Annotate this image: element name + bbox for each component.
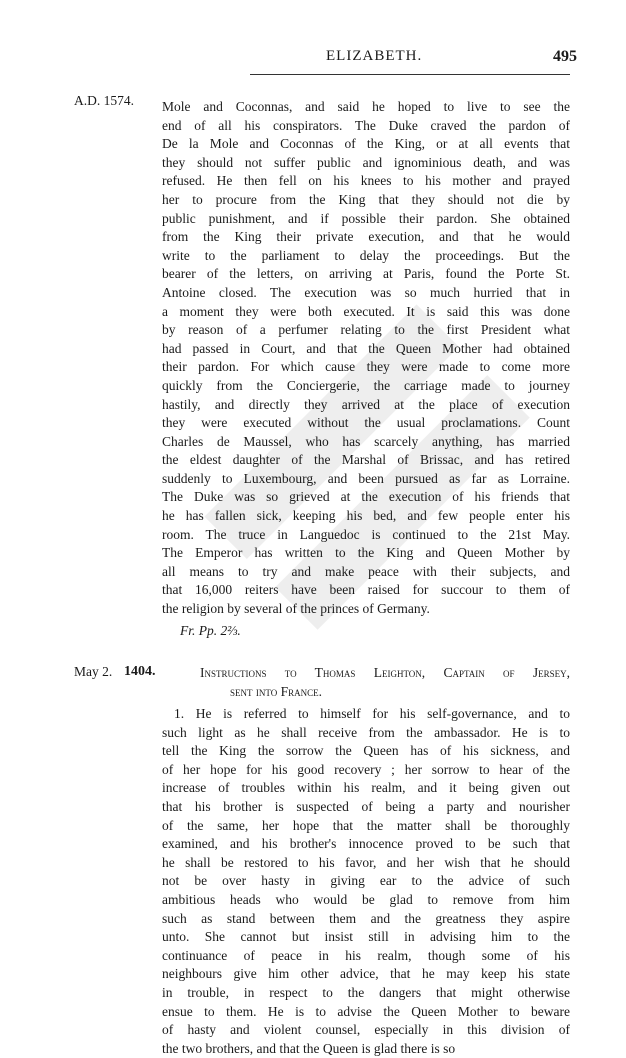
heading-line: sent into France. xyxy=(230,683,322,699)
text-line: De la Mole and Coconnas of the King, or at all events that xyxy=(162,136,570,152)
text-line: that 16,000 reiters have been raised for succour to them of xyxy=(162,582,570,598)
header-rule xyxy=(250,74,570,75)
text-line: quickly from the Conciergerie, the carriage made to journey xyxy=(162,377,570,393)
text-line: end of all his conspirators. The Duke craved the pardon of xyxy=(162,117,570,133)
text-line: The Emperor has written to the King and Queen Mother by xyxy=(162,545,570,561)
text-line: ensue to them. He is to advise the Queen Mother to beware xyxy=(162,1003,570,1019)
text-line: unto. She cannot but insist still in advising him to the xyxy=(162,929,570,945)
entry-body xyxy=(162,705,570,1058)
text-line: he has fallen sick, keeping his bed, and few people enter his xyxy=(162,508,570,524)
text-line: that his brother is suspected of being a party and nourisher xyxy=(162,798,570,814)
text-line: such light as he shall receive from the ambassador. He is to xyxy=(162,724,570,740)
text-line: The Duke was so grieved at the execution of his friends that xyxy=(162,489,570,505)
text-line: he shall be restored to his favor, and her wish that he should xyxy=(162,854,570,870)
text-line: the eldest daughter of the Marshal of Brissac, and has retired xyxy=(162,452,570,468)
text-line: 1. He is referred to himself for his self-governance, and to xyxy=(174,706,570,721)
text-line: by reason of a perfumer relating to the first President what xyxy=(162,322,570,338)
text-line: hastily, and directly they arrived at the place of execution xyxy=(162,396,570,412)
text-line: Charles de Maussel, who has scarcely anything, has married xyxy=(162,433,570,449)
text-line: Mole and Coconnas, and said he hoped to live to see the xyxy=(162,99,570,114)
text-line: refused. He then fell on his knees to his mother and prayed xyxy=(162,173,570,189)
text-line: neighbours give him other advice, that he may keep his state xyxy=(162,966,570,982)
text-line: they should not suffer public and ignominious death, and was xyxy=(162,154,570,170)
text-line: all means to try and make peace with their subjects, and xyxy=(162,563,570,579)
entry-number: 1404. xyxy=(124,664,156,679)
text-line: continuance of peace in his realm, though some of his xyxy=(162,947,570,963)
text-line: increase of troubles within his realm, and it being given out xyxy=(162,780,570,796)
text-line: had passed in Court, and that the Queen Mother had obtained xyxy=(162,340,570,356)
text-line: a moment they were both executed. It is said this was done xyxy=(162,303,570,319)
text-line: they were executed without the usual proclamations. Count xyxy=(162,415,570,431)
text-line: tell the King the sorrow the Queen has of his sickness, and xyxy=(162,743,570,759)
text-line: from the King their private execution, and that he would xyxy=(162,229,570,245)
entry-date: May 2. xyxy=(74,664,113,679)
text-line: of hasty and violent counsel, especially in this division of xyxy=(162,1022,570,1038)
text-line: in trouble, in respect to the dangers that might otherwise xyxy=(162,984,570,1000)
continuation-paragraph xyxy=(162,98,570,619)
source-note: Fr. Pp. 2⅔. xyxy=(180,623,241,638)
running-title: ELIZABETH. xyxy=(326,48,423,64)
text-line: her to procure from the King that they should not die by xyxy=(162,191,570,207)
heading-line: Instructions to Thomas Leighton, Captain of Jersey, xyxy=(200,665,570,680)
text-line: write to the parliament to delay the proceedings. But the xyxy=(162,247,570,263)
text-line: of the same, her hope that the matter shall be thoroughly xyxy=(162,817,570,833)
text-line: examined, and his brother's innocence proved to be such that xyxy=(162,836,570,852)
text-line: not be over hasty in giving ear to the advice of such xyxy=(162,873,570,889)
margin-year: A.D. 1574. xyxy=(74,93,134,108)
text-line: ambitious heads who would be glad to remove from him xyxy=(162,891,570,907)
text-line: such as stand between them and the greatness they aspire xyxy=(162,910,570,926)
text-line: the two brothers, and that the Queen is glad there is so xyxy=(162,1040,456,1056)
text-line: public punishment, and if possible their pardon. She obtained xyxy=(162,210,570,226)
text-line: of her hope for his good recovery ; her sorrow to hear of the xyxy=(162,761,570,777)
entry-heading xyxy=(200,664,570,701)
text-line: their pardon. For which cause they were made to come more xyxy=(162,359,570,375)
text-line: bearer of the letters, on arriving at Paris, found the Porte St. xyxy=(162,266,570,282)
text-line: suddenly to Luxembourg, and been pursued as far as Lorraine. xyxy=(162,470,570,486)
text-line: the religion by several of the princes of Germany. xyxy=(162,601,430,617)
running-head xyxy=(0,48,626,72)
text-line: room. The truce in Languedoc is continued to the 21st May. xyxy=(162,526,570,542)
text-line: Antoine closed. The execution was so much hurried that in xyxy=(162,284,570,300)
page-number: 495 xyxy=(553,48,577,65)
